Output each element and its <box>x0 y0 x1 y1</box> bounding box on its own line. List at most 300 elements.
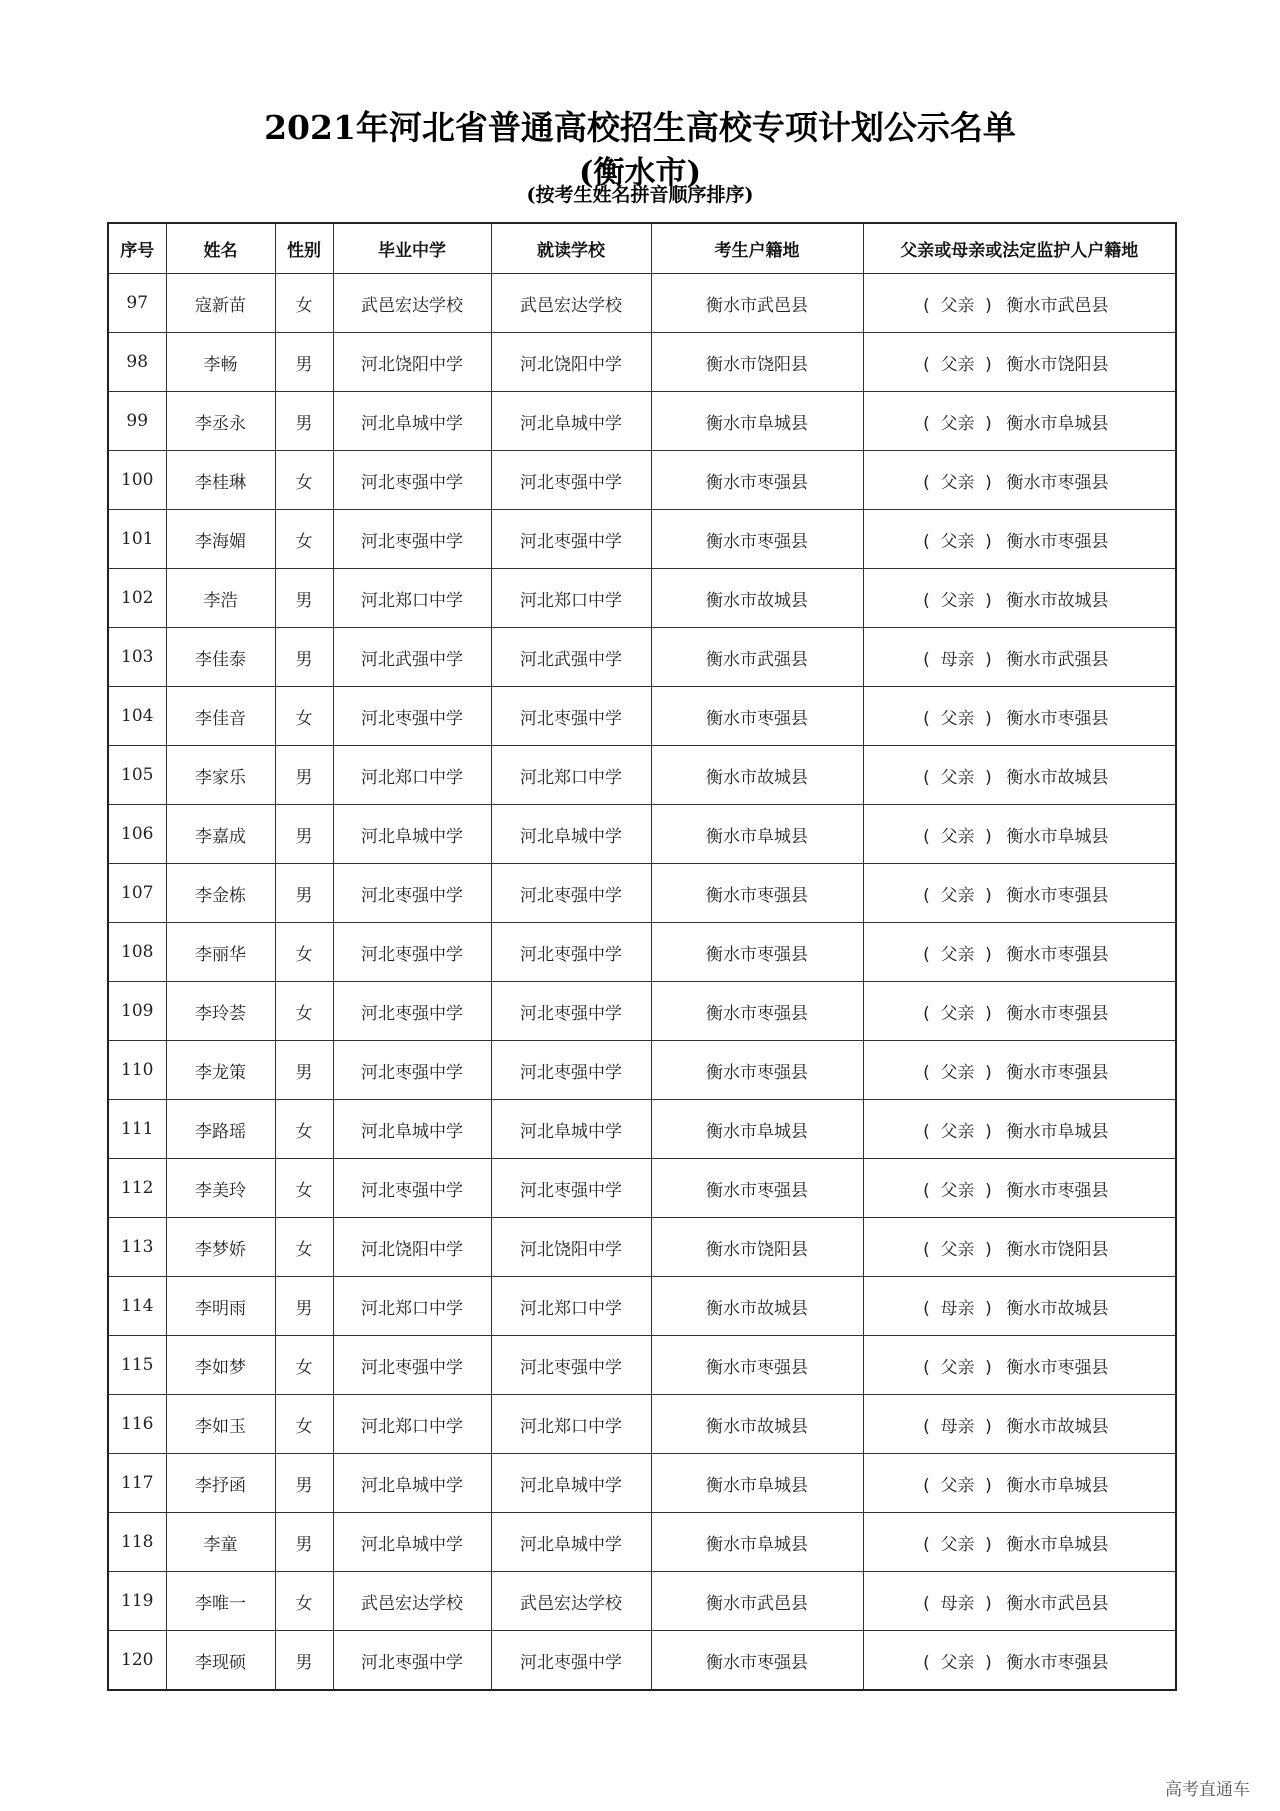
guardian-hukou: 衡水市枣强县 <box>1006 1357 1109 1378</box>
current-school: 河北阜城中学 <box>491 1513 651 1572</box>
graduation-school: 河北阜城中学 <box>333 1454 491 1513</box>
student-hukou: 衡水市武邑县 <box>651 274 863 333</box>
guardian-relation: 父亲 <box>940 1180 975 1201</box>
open-paren: ( <box>923 826 930 847</box>
guardian-relation: 母亲 <box>940 1298 975 1319</box>
table-row <box>108 687 1176 746</box>
table-row <box>108 1454 1176 1513</box>
close-paren: ) <box>985 885 992 906</box>
student-hukou: 衡水市阜城县 <box>651 1100 863 1159</box>
guardian-hukou-cell <box>863 1159 1176 1218</box>
guardian-hukou: 衡水市故城县 <box>1006 1416 1109 1437</box>
graduation-school: 河北武强中学 <box>333 628 491 687</box>
table-row <box>108 1100 1176 1159</box>
student-gender: 女 <box>275 1336 333 1395</box>
close-paren: ) <box>985 1534 992 1555</box>
student-hukou: 衡水市饶阳县 <box>651 333 863 392</box>
current-school: 河北饶阳中学 <box>491 1218 651 1277</box>
current-school: 河北枣强中学 <box>491 451 651 510</box>
student-hukou: 衡水市枣强县 <box>651 1041 863 1100</box>
guardian-hukou: 衡水市枣强县 <box>1006 708 1109 729</box>
column-header: 序号 <box>108 223 166 274</box>
open-paren: ( <box>923 295 930 316</box>
table-row <box>108 864 1176 923</box>
row-number: 113 <box>108 1218 166 1277</box>
row-number: 98 <box>108 333 166 392</box>
guardian-relation: 父亲 <box>940 531 975 552</box>
open-paren: ( <box>923 1593 930 1614</box>
student-hukou: 衡水市枣强县 <box>651 923 863 982</box>
column-header: 父亲或母亲或法定监护人户籍地 <box>863 223 1176 274</box>
close-paren: ) <box>985 1357 992 1378</box>
graduation-school: 河北枣强中学 <box>333 982 491 1041</box>
row-number: 104 <box>108 687 166 746</box>
table-row <box>108 1572 1176 1631</box>
open-paren: ( <box>923 885 930 906</box>
current-school: 武邑宏达学校 <box>491 274 651 333</box>
open-paren: ( <box>923 531 930 552</box>
close-paren: ) <box>985 295 992 316</box>
current-school: 河北阜城中学 <box>491 1454 651 1513</box>
close-paren: ) <box>985 1121 992 1142</box>
student-name: 李明雨 <box>166 1277 275 1336</box>
guardian-relation-group <box>919 1299 997 1319</box>
current-school: 河北饶阳中学 <box>491 333 651 392</box>
student-gender: 男 <box>275 392 333 451</box>
student-name: 李唯一 <box>166 1572 275 1631</box>
student-hukou: 衡水市武邑县 <box>651 1572 863 1631</box>
close-paren: ) <box>985 531 992 552</box>
row-number: 118 <box>108 1513 166 1572</box>
guardian-relation: 母亲 <box>940 1593 975 1614</box>
current-school: 河北阜城中学 <box>491 392 651 451</box>
guardian-hukou: 衡水市枣强县 <box>1006 531 1109 552</box>
student-gender: 男 <box>275 1277 333 1336</box>
guardian-relation: 父亲 <box>940 1003 975 1024</box>
current-school: 河北郑口中学 <box>491 1395 651 1454</box>
graduation-school: 河北枣强中学 <box>333 864 491 923</box>
student-gender: 女 <box>275 1159 333 1218</box>
graduation-school: 河北饶阳中学 <box>333 1218 491 1277</box>
close-paren: ) <box>985 413 992 434</box>
guardian-relation-group <box>919 1594 997 1614</box>
table-row <box>108 923 1176 982</box>
row-number: 106 <box>108 805 166 864</box>
student-name: 李金栋 <box>166 864 275 923</box>
guardian-hukou: 衡水市阜城县 <box>1006 1534 1109 1555</box>
guardian-relation: 母亲 <box>940 1416 975 1437</box>
student-name: 李路瑶 <box>166 1100 275 1159</box>
guardian-hukou-cell <box>863 864 1176 923</box>
guardian-hukou: 衡水市故城县 <box>1006 1298 1109 1319</box>
student-gender: 女 <box>275 1395 333 1454</box>
guardian-relation: 父亲 <box>940 1239 975 1260</box>
guardian-relation-group <box>919 1535 997 1555</box>
row-number: 110 <box>108 1041 166 1100</box>
student-name: 李海媚 <box>166 510 275 569</box>
open-paren: ( <box>923 1239 930 1260</box>
open-paren: ( <box>923 472 930 493</box>
guardian-relation: 父亲 <box>940 944 975 965</box>
guardian-hukou: 衡水市枣强县 <box>1006 1062 1109 1083</box>
guardian-relation: 父亲 <box>940 295 975 316</box>
guardian-hukou: 衡水市故城县 <box>1006 767 1109 788</box>
open-paren: ( <box>923 1003 930 1024</box>
student-hukou: 衡水市故城县 <box>651 569 863 628</box>
guardian-hukou: 衡水市枣强县 <box>1006 1003 1109 1024</box>
guardian-relation-group <box>919 296 997 316</box>
student-hukou: 衡水市枣强县 <box>651 451 863 510</box>
guardian-relation-group <box>919 355 997 375</box>
current-school: 河北枣强中学 <box>491 510 651 569</box>
guardian-relation: 父亲 <box>940 1652 975 1673</box>
document-title: 2021年河北省普通高校招生高校专项计划公示名单 <box>264 108 1016 147</box>
guardian-hukou-cell <box>863 1454 1176 1513</box>
guardian-hukou-cell <box>863 805 1176 864</box>
close-paren: ) <box>985 767 992 788</box>
student-gender: 男 <box>275 569 333 628</box>
table-row <box>108 333 1176 392</box>
current-school: 河北郑口中学 <box>491 1277 651 1336</box>
guardian-hukou: 衡水市阜城县 <box>1006 413 1109 434</box>
student-name: 李丞永 <box>166 392 275 451</box>
table-row <box>108 1159 1176 1218</box>
close-paren: ) <box>985 1475 992 1496</box>
row-number: 114 <box>108 1277 166 1336</box>
student-gender: 女 <box>275 1218 333 1277</box>
student-hukou: 衡水市枣强县 <box>651 510 863 569</box>
graduation-school: 河北阜城中学 <box>333 1100 491 1159</box>
student-hukou: 衡水市阜城县 <box>651 1513 863 1572</box>
open-paren: ( <box>923 590 930 611</box>
guardian-relation-group <box>919 1417 997 1437</box>
guardian-relation-group <box>919 1181 997 1201</box>
student-name: 寇新苗 <box>166 274 275 333</box>
close-paren: ) <box>985 1593 992 1614</box>
close-paren: ) <box>985 1298 992 1319</box>
student-name: 李家乐 <box>166 746 275 805</box>
guardian-hukou-cell <box>863 274 1176 333</box>
row-number: 109 <box>108 982 166 1041</box>
student-hukou: 衡水市饶阳县 <box>651 1218 863 1277</box>
student-gender: 男 <box>275 805 333 864</box>
guardian-hukou-cell <box>863 628 1176 687</box>
guardian-hukou-cell <box>863 510 1176 569</box>
close-paren: ) <box>985 1652 992 1673</box>
student-name: 李龙策 <box>166 1041 275 1100</box>
guardian-hukou-cell <box>863 1631 1176 1691</box>
student-name: 李佳音 <box>166 687 275 746</box>
student-hukou: 衡水市故城县 <box>651 1395 863 1454</box>
student-hukou: 衡水市枣强县 <box>651 687 863 746</box>
close-paren: ) <box>985 590 992 611</box>
row-number: 99 <box>108 392 166 451</box>
graduation-school: 河北阜城中学 <box>333 805 491 864</box>
open-paren: ( <box>923 1298 930 1319</box>
student-gender: 女 <box>275 274 333 333</box>
table-row <box>108 1277 1176 1336</box>
guardian-relation: 父亲 <box>940 767 975 788</box>
guardian-hukou-cell <box>863 1218 1176 1277</box>
current-school: 河北阜城中学 <box>491 805 651 864</box>
guardian-relation-group <box>919 827 997 847</box>
close-paren: ) <box>985 1239 992 1260</box>
current-school: 河北郑口中学 <box>491 569 651 628</box>
document-city: (衡水市) <box>578 155 702 191</box>
guardian-relation-group <box>919 1653 997 1673</box>
guardian-hukou-cell <box>863 1277 1176 1336</box>
student-gender: 男 <box>275 1454 333 1513</box>
guardian-relation: 父亲 <box>940 1062 975 1083</box>
student-gender: 女 <box>275 1572 333 1631</box>
guardian-relation-group <box>919 473 997 493</box>
close-paren: ) <box>985 354 992 375</box>
guardian-hukou: 衡水市武邑县 <box>1006 295 1109 316</box>
table-row <box>108 1513 1176 1572</box>
student-hukou: 衡水市故城县 <box>651 1277 863 1336</box>
student-gender: 女 <box>275 982 333 1041</box>
current-school: 武邑宏达学校 <box>491 1572 651 1631</box>
guardian-relation: 母亲 <box>940 649 975 670</box>
guardian-relation: 父亲 <box>940 1357 975 1378</box>
row-number: 97 <box>108 274 166 333</box>
guardian-relation-group <box>919 1476 997 1496</box>
open-paren: ( <box>923 708 930 729</box>
student-gender: 女 <box>275 1100 333 1159</box>
student-name: 李嘉成 <box>166 805 275 864</box>
graduation-school: 河北饶阳中学 <box>333 333 491 392</box>
guardian-hukou: 衡水市武邑县 <box>1006 1593 1109 1614</box>
graduation-school: 河北阜城中学 <box>333 392 491 451</box>
current-school: 河北枣强中学 <box>491 864 651 923</box>
student-name: 李童 <box>166 1513 275 1572</box>
row-number: 108 <box>108 923 166 982</box>
guardian-hukou: 衡水市阜城县 <box>1006 1475 1109 1496</box>
guardian-hukou: 衡水市饶阳县 <box>1006 1239 1109 1260</box>
row-number: 112 <box>108 1159 166 1218</box>
graduation-school: 河北枣强中学 <box>333 1336 491 1395</box>
guardian-hukou-cell <box>863 1572 1176 1631</box>
student-name: 李玲荟 <box>166 982 275 1041</box>
student-hukou: 衡水市枣强县 <box>651 1631 863 1691</box>
close-paren: ) <box>985 1062 992 1083</box>
student-gender: 女 <box>275 451 333 510</box>
close-paren: ) <box>985 1416 992 1437</box>
row-number: 101 <box>108 510 166 569</box>
graduation-school: 河北枣强中学 <box>333 923 491 982</box>
student-name: 李现硕 <box>166 1631 275 1691</box>
student-name: 李如玉 <box>166 1395 275 1454</box>
row-number: 117 <box>108 1454 166 1513</box>
guardian-relation-group <box>919 1122 997 1142</box>
table-row <box>108 805 1176 864</box>
guardian-hukou-cell <box>863 1100 1176 1159</box>
row-number: 103 <box>108 628 166 687</box>
guardian-hukou: 衡水市枣强县 <box>1006 472 1109 493</box>
close-paren: ) <box>985 472 992 493</box>
student-name: 李美玲 <box>166 1159 275 1218</box>
guardian-hukou: 衡水市阜城县 <box>1006 1121 1109 1142</box>
student-gender: 女 <box>275 923 333 982</box>
table-header-row <box>108 223 1176 274</box>
student-hukou: 衡水市阜城县 <box>651 1454 863 1513</box>
guardian-relation-group <box>919 532 997 552</box>
graduation-school: 河北枣强中学 <box>333 1041 491 1100</box>
graduation-school: 河北郑口中学 <box>333 1277 491 1336</box>
open-paren: ( <box>923 767 930 788</box>
guardian-relation-group <box>919 591 997 611</box>
open-paren: ( <box>923 1534 930 1555</box>
guardian-relation-group <box>919 1004 997 1024</box>
student-gender: 男 <box>275 1041 333 1100</box>
guardian-relation: 父亲 <box>940 590 975 611</box>
open-paren: ( <box>923 1357 930 1378</box>
student-hukou: 衡水市阜城县 <box>651 392 863 451</box>
row-number: 100 <box>108 451 166 510</box>
current-school: 河北郑口中学 <box>491 746 651 805</box>
current-school: 河北枣强中学 <box>491 687 651 746</box>
table-row <box>108 510 1176 569</box>
student-gender: 男 <box>275 1631 333 1691</box>
column-header: 考生户籍地 <box>651 223 863 274</box>
student-gender: 男 <box>275 333 333 392</box>
current-school: 河北武强中学 <box>491 628 651 687</box>
column-header: 姓名 <box>166 223 275 274</box>
open-paren: ( <box>923 944 930 965</box>
student-hukou: 衡水市武强县 <box>651 628 863 687</box>
student-hukou: 衡水市故城县 <box>651 746 863 805</box>
open-paren: ( <box>923 1475 930 1496</box>
roster-table <box>107 222 1177 1691</box>
row-number: 119 <box>108 1572 166 1631</box>
open-paren: ( <box>923 1121 930 1142</box>
guardian-relation-group <box>919 1240 997 1260</box>
close-paren: ) <box>985 1180 992 1201</box>
table-row <box>108 569 1176 628</box>
student-gender: 男 <box>275 628 333 687</box>
guardian-relation: 父亲 <box>940 1121 975 1142</box>
guardian-hukou-cell <box>863 451 1176 510</box>
open-paren: ( <box>923 1416 930 1437</box>
column-header: 就读学校 <box>491 223 651 274</box>
guardian-hukou-cell <box>863 1336 1176 1395</box>
table-row <box>108 451 1176 510</box>
guardian-hukou-cell <box>863 746 1176 805</box>
open-paren: ( <box>923 1652 930 1673</box>
student-gender: 女 <box>275 510 333 569</box>
guardian-relation: 父亲 <box>940 708 975 729</box>
student-hukou: 衡水市枣强县 <box>651 1159 863 1218</box>
student-hukou: 衡水市枣强县 <box>651 982 863 1041</box>
guardian-relation-group <box>919 414 997 434</box>
current-school: 河北阜城中学 <box>491 1100 651 1159</box>
table-row <box>108 1218 1176 1277</box>
guardian-hukou: 衡水市饶阳县 <box>1006 354 1109 375</box>
guardian-relation: 父亲 <box>940 885 975 906</box>
table-row <box>108 1336 1176 1395</box>
guardian-hukou-cell <box>863 392 1176 451</box>
guardian-relation: 父亲 <box>940 354 975 375</box>
student-name: 李梦娇 <box>166 1218 275 1277</box>
row-number: 105 <box>108 746 166 805</box>
student-name: 李如梦 <box>166 1336 275 1395</box>
guardian-relation-group <box>919 1358 997 1378</box>
watermark: 高考直通车 <box>1165 1780 1250 1800</box>
guardian-hukou: 衡水市枣强县 <box>1006 1652 1109 1673</box>
close-paren: ) <box>985 708 992 729</box>
guardian-hukou-cell <box>863 1513 1176 1572</box>
student-name: 李佳泰 <box>166 628 275 687</box>
student-name: 李浩 <box>166 569 275 628</box>
table-row <box>108 746 1176 805</box>
guardian-relation-group <box>919 886 997 906</box>
current-school: 河北枣强中学 <box>491 1336 651 1395</box>
student-gender: 男 <box>275 746 333 805</box>
guardian-hukou-cell <box>863 333 1176 392</box>
guardian-relation: 父亲 <box>940 826 975 847</box>
guardian-hukou: 衡水市武强县 <box>1006 649 1109 670</box>
guardian-hukou: 衡水市枣强县 <box>1006 944 1109 965</box>
graduation-school: 河北郑口中学 <box>333 1395 491 1454</box>
document-sort-note: (按考生姓名拼音顺序排序) <box>526 184 754 206</box>
row-number: 115 <box>108 1336 166 1395</box>
student-name: 李抒函 <box>166 1454 275 1513</box>
table-row <box>108 628 1176 687</box>
current-school: 河北枣强中学 <box>491 982 651 1041</box>
guardian-hukou: 衡水市故城县 <box>1006 590 1109 611</box>
current-school: 河北枣强中学 <box>491 923 651 982</box>
open-paren: ( <box>923 649 930 670</box>
table-row <box>108 392 1176 451</box>
current-school: 河北枣强中学 <box>491 1041 651 1100</box>
student-gender: 女 <box>275 687 333 746</box>
guardian-hukou: 衡水市枣强县 <box>1006 885 1109 906</box>
open-paren: ( <box>923 413 930 434</box>
row-number: 120 <box>108 1631 166 1691</box>
guardian-relation: 父亲 <box>940 472 975 493</box>
open-paren: ( <box>923 354 930 375</box>
graduation-school: 河北枣强中学 <box>333 451 491 510</box>
guardian-hukou: 衡水市阜城县 <box>1006 826 1109 847</box>
student-hukou: 衡水市阜城县 <box>651 805 863 864</box>
guardian-relation: 父亲 <box>940 1534 975 1555</box>
graduation-school: 河北郑口中学 <box>333 746 491 805</box>
current-school: 河北枣强中学 <box>491 1631 651 1691</box>
row-number: 107 <box>108 864 166 923</box>
guardian-relation-group <box>919 1063 997 1083</box>
open-paren: ( <box>923 1180 930 1201</box>
row-number: 102 <box>108 569 166 628</box>
guardian-hukou-cell <box>863 982 1176 1041</box>
table-row <box>108 982 1176 1041</box>
student-hukou: 衡水市枣强县 <box>651 1336 863 1395</box>
graduation-school: 河北枣强中学 <box>333 687 491 746</box>
student-gender: 男 <box>275 1513 333 1572</box>
guardian-relation-group <box>919 945 997 965</box>
graduation-school: 武邑宏达学校 <box>333 1572 491 1631</box>
close-paren: ) <box>985 649 992 670</box>
close-paren: ) <box>985 826 992 847</box>
student-hukou: 衡水市枣强县 <box>651 864 863 923</box>
graduation-school: 武邑宏达学校 <box>333 274 491 333</box>
guardian-relation-group <box>919 768 997 788</box>
row-number: 111 <box>108 1100 166 1159</box>
table-row <box>108 1395 1176 1454</box>
guardian-relation: 父亲 <box>940 413 975 434</box>
row-number: 116 <box>108 1395 166 1454</box>
current-school: 河北枣强中学 <box>491 1159 651 1218</box>
guardian-hukou-cell <box>863 569 1176 628</box>
